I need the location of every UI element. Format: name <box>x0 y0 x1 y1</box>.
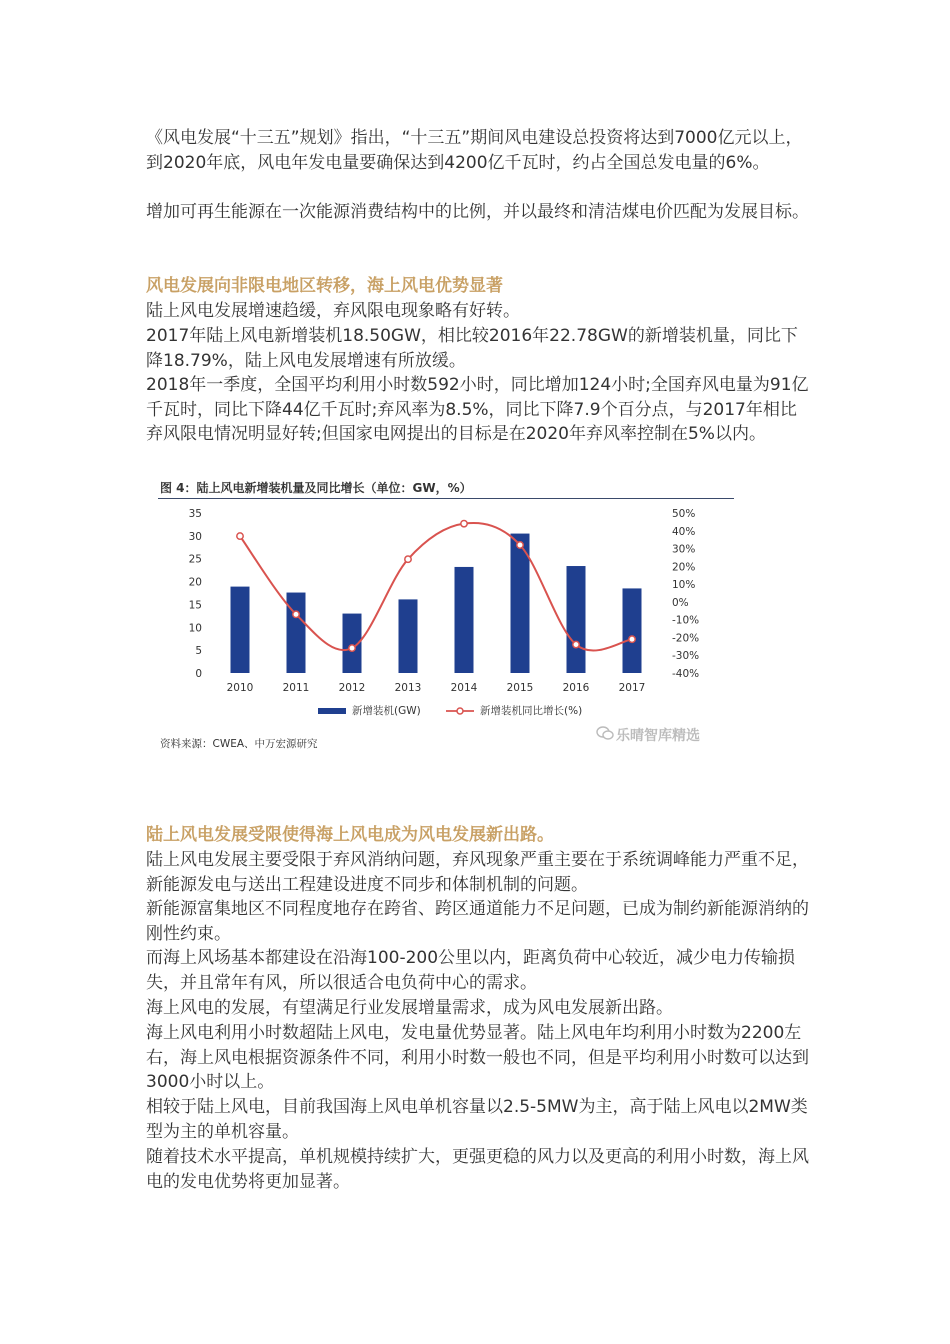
growth-point-2017 <box>629 636 635 642</box>
section-2-paragraph-2: 新能源富集地区不同程度地存在跨省、跨区通道能力不足问题，已成为制约新能源消纳的刚性约束。 <box>146 899 809 944</box>
x-tick-label: 2012 <box>338 682 366 694</box>
right-tick-label: -10% <box>672 614 700 627</box>
left-tick-label: 20 <box>188 576 202 589</box>
section-2-paragraph-3: 而海上风场基本都建设在沿海100-200公里以内，距离负荷中心较近，减少电力传输损失，并且常年有风，所以很适合电负荷中心的需求。 <box>146 948 796 993</box>
section-1-paragraph-3: 2018年一季度，全国平均利用小时数592小时，同比增加124小时;全国弃风电量为91亿千瓦时，同比下降44亿千瓦时;弃风率为8.5%，同比下降7.9个百分点，与2017年相比弃风限电情况明显好转;但国家电网提出的目标是在2020年弃风率控制在5%以内。 <box>146 375 809 445</box>
figure-source: 资料来源：CWEA、中万宏源研究 <box>160 738 318 750</box>
section-2-heading: 陆上风电发展受限使得海上风电成为风电发展新出路。 <box>146 825 554 845</box>
left-tick-label: 15 <box>188 599 202 612</box>
section-2-paragraph-1: 陆上风电发展主要受限于弃风消纳问题，弃风现象严重主要在于系统调峰能力严重不足，新能源发电与送出工程建设进度不同步和体制机制的问题。 <box>146 850 809 895</box>
figure-title: 图 4：陆上风电新增装机量及同比增长（单位：GW，%） <box>160 481 472 495</box>
right-tick-label: -30% <box>672 650 700 663</box>
legend-line-label: 新增装机同比增长(%) <box>480 705 583 717</box>
growth-point-2014 <box>461 520 467 526</box>
right-tick-label: -20% <box>672 632 700 645</box>
x-tick-label: 2013 <box>394 682 422 694</box>
right-tick-label: 30% <box>672 543 696 556</box>
left-tick-label: 25 <box>188 553 202 566</box>
legend-line-marker <box>457 708 463 714</box>
section-2-paragraph-4: 海上风电的发展，有望满足行业发展增量需求，成为风电发展新出路。 <box>146 998 673 1018</box>
x-tick-label: 2014 <box>450 682 478 694</box>
left-tick-label: 30 <box>188 530 202 543</box>
bar-2010 <box>231 587 250 673</box>
bar-2016 <box>567 566 586 673</box>
growth-point-2011 <box>293 611 299 617</box>
right-tick-label: 40% <box>672 525 696 538</box>
section-2-paragraph-6: 相较于陆上风电，目前我国海上风电单机容量以2.5-5MW为主，高于陆上风电以2MW类型为主的单机容量。 <box>146 1097 808 1142</box>
x-tick-label: 2010 <box>226 682 254 694</box>
growth-point-2012 <box>349 645 355 651</box>
right-tick-label: 20% <box>672 561 696 574</box>
bar-2017 <box>623 588 642 673</box>
bar-2014 <box>455 567 474 673</box>
x-tick-label: 2011 <box>282 682 310 694</box>
wechat-icon <box>596 726 614 740</box>
growth-point-2015 <box>517 542 523 548</box>
bar-2011 <box>287 593 306 673</box>
section-2-paragraph-7: 随着技术水平提高，单机规模持续扩大，更强更稳的风力以及更高的利用小时数，海上风电的发电优势将更加显著。 <box>146 1147 809 1192</box>
left-tick-label: 0 <box>195 668 202 680</box>
growth-point-2010 <box>237 533 243 539</box>
figure-4 <box>150 473 742 758</box>
section-1-heading: 风电发展向非限电地区转移，海上风电优势显著 <box>146 276 503 296</box>
section-1-paragraph-2: 2017年陆上风电新增装机18.50GW，相比较2016年22.78GW的新增装机量，同比下降18.79%，陆上风电发展增速有所放缓。 <box>146 326 798 371</box>
x-tick-label: 2017 <box>618 682 646 694</box>
x-tick-label: 2016 <box>562 682 590 694</box>
left-tick-label: 10 <box>188 622 202 635</box>
section-1-paragraph-1: 陆上风电发展增速趋缓，弃风限电现象略有好转。 <box>146 301 520 321</box>
intro-paragraph-2: 增加可再生能源在一次能源消费结构中的比例，并以最终和清洁煤电价匹配为发展目标。 <box>146 202 809 222</box>
growth-point-2013 <box>405 556 411 562</box>
left-tick-label: 35 <box>188 508 202 520</box>
right-tick-label: 0% <box>672 596 689 609</box>
chart <box>150 473 742 723</box>
right-tick-label: -40% <box>672 668 700 680</box>
right-tick-label: 10% <box>672 579 696 592</box>
watermark: 乐晴智库精选 <box>616 728 700 744</box>
right-tick-label: 50% <box>672 508 696 520</box>
growth-point-2016 <box>573 641 579 647</box>
left-tick-label: 5 <box>195 645 202 658</box>
section-2-paragraph-5: 海上风电利用小时数超陆上风电，发电量优势显著。陆上风电年均利用小时数为2200左右，海上风电根据资源条件不同，利用小时数一般也不同，但是平均利用小时数可以达到3000小时以上。 <box>146 1023 809 1093</box>
legend-bar-label: 新增装机(GW) <box>352 705 421 717</box>
legend-bar-swatch <box>318 708 346 714</box>
x-tick-label: 2015 <box>506 682 534 694</box>
intro-paragraph-1: 《风电发展“十三五”规划》指出，“十三五”期间风电建设总投资将达到7000亿元以上，到2020年底，风电年发电量要确保达到4200亿千瓦时，约占全国总发电量的6%。 <box>146 128 803 173</box>
bar-2013 <box>399 599 418 673</box>
